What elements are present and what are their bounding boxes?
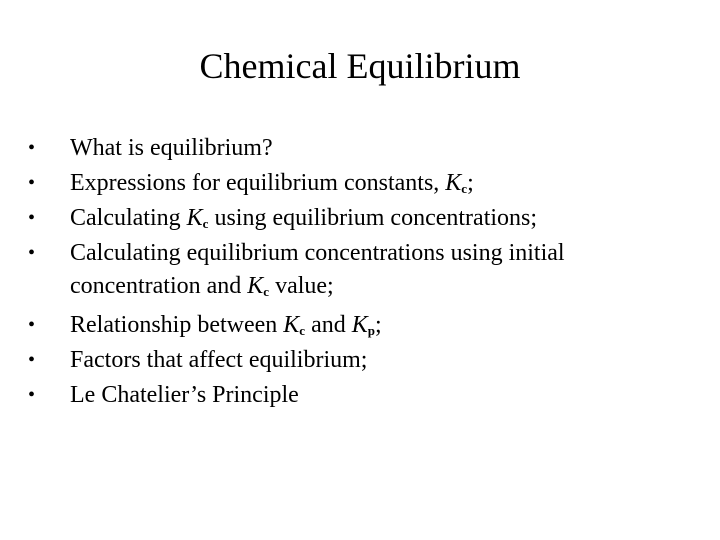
- bullet-item-relationship: [28, 309, 688, 342]
- bullet-text: Factors that affect equilibrium;: [70, 347, 368, 373]
- k-subscript-p: p: [367, 323, 375, 338]
- bullet-dot-icon: •: [28, 137, 36, 159]
- bullet-item-le-chatelier: [28, 379, 688, 412]
- slide-title: Chemical Equilibrium: [199, 46, 521, 86]
- k-symbol: K: [186, 205, 203, 231]
- bullet-text-end: ;: [467, 170, 474, 196]
- bullet-item-factors: [28, 344, 688, 377]
- bullet-text: Le Chatelier’s Principle: [70, 382, 299, 408]
- bullet-text-end: value;: [269, 273, 334, 299]
- bullet-item-what-is-equilibrium: [28, 132, 688, 165]
- k-subscript: c: [202, 216, 209, 231]
- bullet-item-calculating-kc: [28, 202, 688, 235]
- bullet-text: What is equilibrium?: [70, 135, 273, 161]
- bullet-dot-icon: •: [28, 242, 36, 264]
- k-symbol: K: [445, 170, 462, 196]
- bullet-item-calculating-concentrations: [28, 237, 688, 303]
- bullet-text-end: ;: [374, 312, 382, 338]
- bullet-text: Calculating equilibrium concentrations using initial concentration and: [70, 240, 565, 299]
- k-subscript-c: c: [299, 323, 306, 338]
- k-symbol-c: K: [283, 312, 300, 338]
- bullet-text-end: using equilibrium concentrations;: [208, 205, 538, 231]
- bullet-text: Calculating: [70, 205, 187, 231]
- bullet-dot-icon: •: [28, 349, 36, 371]
- k-symbol: K: [247, 273, 264, 299]
- bullet-dot-icon: •: [28, 207, 36, 229]
- bullet-list: [28, 132, 688, 414]
- bullet-dot-icon: •: [28, 314, 36, 336]
- bullet-item-expressions: [28, 167, 688, 200]
- bullet-dot-icon: •: [28, 384, 36, 406]
- k-subscript: c: [461, 181, 468, 196]
- k-subscript: c: [263, 284, 270, 299]
- bullet-text: Relationship between: [70, 312, 284, 338]
- bullet-text-middle: and: [305, 312, 352, 338]
- k-symbol-p: K: [351, 312, 368, 338]
- bullet-dot-icon: •: [28, 172, 36, 194]
- bullet-text: Expressions for equilibrium constants,: [70, 170, 446, 196]
